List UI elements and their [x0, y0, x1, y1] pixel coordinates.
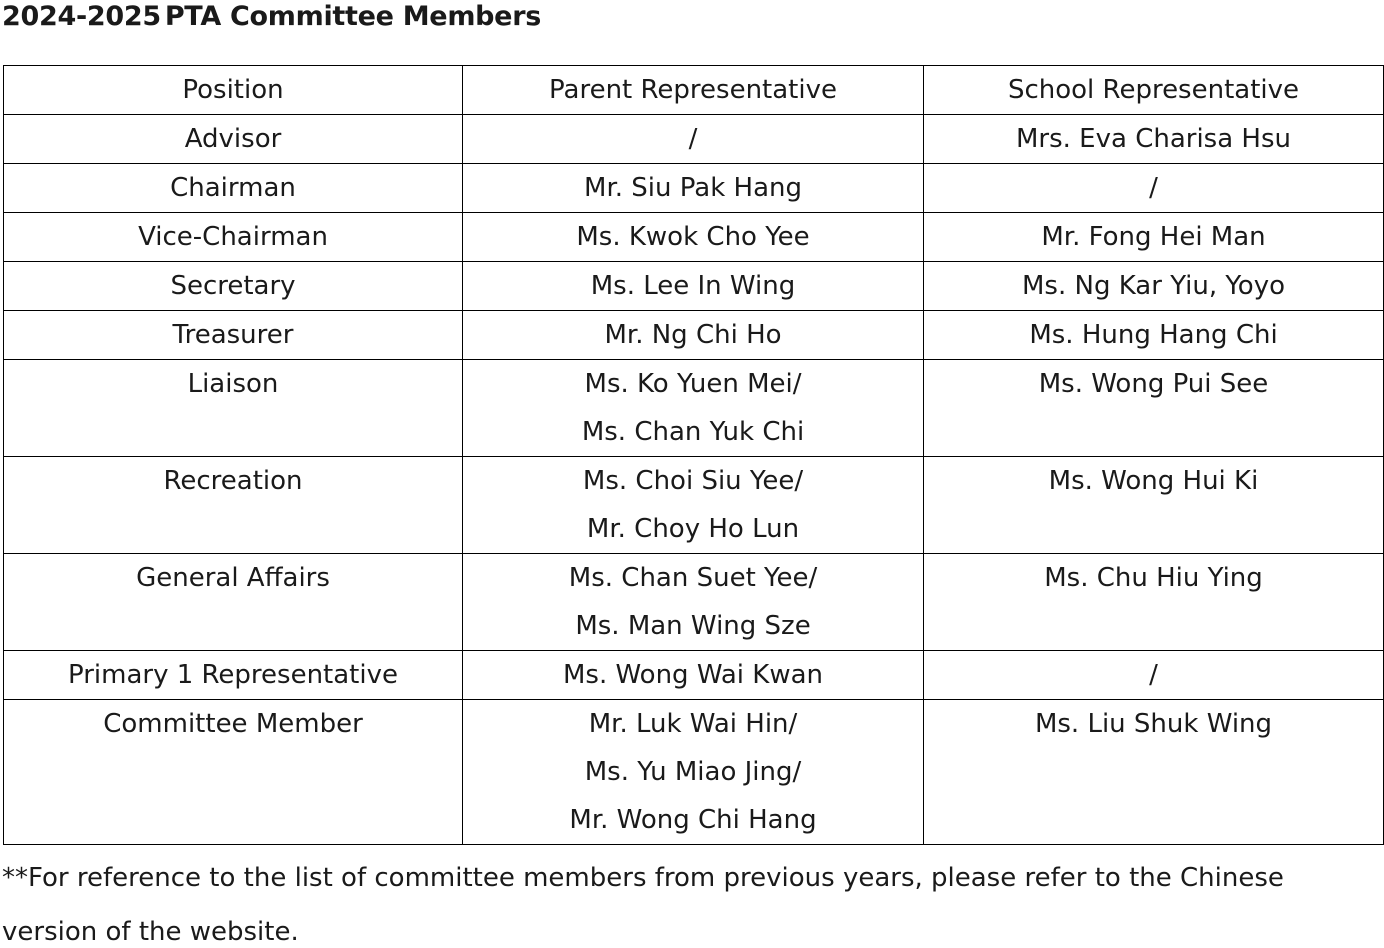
cell-school-representative [924, 651, 1384, 700]
cell-parent-representative [463, 700, 924, 845]
cell-parent-representative [463, 115, 924, 164]
table-row [4, 262, 1384, 311]
page-title [2, 0, 541, 34]
table-row [4, 115, 1384, 164]
table-body [4, 115, 1384, 845]
cell-position [4, 700, 463, 845]
parent-representative-name: / [688, 124, 698, 154]
cell-position [4, 457, 463, 554]
school-representative-name: Ms. Wong Pui See [1038, 369, 1269, 399]
parent-representative-name: Ms. Chan Suet Yee/ [568, 563, 818, 593]
parent-representative-name: Ms. Man Wing Sze [575, 611, 811, 641]
school-representative-name: / [1149, 173, 1158, 203]
position-label: Committee Member [103, 709, 363, 739]
parent-representative-name: Mr. Siu Pak Hang [584, 173, 802, 203]
parent-representative-name: Ms. Kwok Cho Yee [576, 222, 810, 252]
footnote: **For reference to the list of committee members from previous years, please refer to the Chinese version of the website. [2, 863, 1284, 947]
cell-school-representative [924, 164, 1384, 213]
position-label: Secretary [170, 271, 296, 301]
school-representative-name: Ms. Ng Kar Yiu, Yoyo [1021, 271, 1286, 301]
cell-parent-representative [463, 457, 924, 554]
position-label: Treasurer [172, 320, 294, 350]
title-text: PTA Committee Members [164, 1, 541, 32]
cell-parent-representative [463, 213, 924, 262]
table-row [4, 360, 1384, 457]
school-representative-name: Mrs. Eva Charisa Hsu [1015, 124, 1291, 154]
cell-position [4, 651, 463, 700]
school-representative-name: Ms. Hung Hang Chi [1029, 320, 1278, 350]
cell-school-representative [924, 457, 1384, 554]
cell-school-representative [924, 213, 1384, 262]
cell-position [4, 115, 463, 164]
parent-representative-name: Ms. Ko Yuen Mei/ [584, 369, 802, 399]
position-label: Vice-Chairman [138, 222, 328, 252]
cell-school-representative [924, 554, 1384, 651]
school-representative-name: Mr. Fong Hei Man [1041, 222, 1266, 252]
cell-school-representative [924, 262, 1384, 311]
school-representative-name: Ms. Chu Hiu Ying [1044, 563, 1263, 593]
position-label: Primary 1 Representative [67, 660, 398, 690]
title-year: 2024-2025 [2, 1, 161, 32]
position-label: Chairman [170, 173, 296, 203]
parent-representative-name: Ms. Wong Wai Kwan [562, 660, 824, 690]
parent-representative-name: Mr. Luk Wai Hin/ [588, 709, 798, 739]
cell-parent-representative [463, 311, 924, 360]
cell-school-representative [924, 115, 1384, 164]
parent-representative-name: Ms. Chan Yuk Chi [581, 417, 805, 447]
cell-position [4, 262, 463, 311]
parent-representative-name: Ms. Yu Miao Jing/ [584, 757, 802, 787]
header-school-representative: School Representative [924, 66, 1384, 115]
cell-position [4, 360, 463, 457]
cell-position [4, 164, 463, 213]
cell-parent-representative [463, 262, 924, 311]
school-representative-name: Ms. Wong Hui Ki [1048, 466, 1259, 496]
parent-representative-name: Ms. Choi Siu Yee/ [582, 466, 804, 496]
school-representative-name: / [1149, 660, 1158, 690]
position-label: Recreation [163, 466, 303, 496]
table-row [4, 457, 1384, 554]
table-row [4, 651, 1384, 700]
cell-parent-representative [463, 164, 924, 213]
parent-representative-name: Mr. Wong Chi Hang [569, 805, 817, 835]
table-row [4, 311, 1384, 360]
position-label: General Affairs [136, 563, 330, 593]
school-representative-name: Ms. Liu Shuk Wing [1034, 709, 1273, 739]
table-row [4, 700, 1384, 845]
position-label: Liaison [187, 369, 279, 399]
parent-representative-name: Mr. Choy Ho Lun [586, 514, 800, 544]
table-header-row [4, 66, 1384, 115]
cell-school-representative [924, 360, 1384, 457]
cell-position [4, 213, 463, 262]
table-row [4, 554, 1384, 651]
position-label: Advisor [184, 124, 282, 154]
parent-representative-name: Ms. Lee In Wing [590, 271, 796, 301]
cell-school-representative [924, 700, 1384, 845]
header-parent-representative: Parent Representative [463, 66, 924, 115]
cell-position [4, 311, 463, 360]
cell-school-representative [924, 311, 1384, 360]
cell-parent-representative [463, 651, 924, 700]
cell-position [4, 554, 463, 651]
table-row [4, 213, 1384, 262]
cell-parent-representative [463, 554, 924, 651]
parent-representative-name: Mr. Ng Chi Ho [604, 320, 782, 350]
header-position: Position [4, 66, 463, 115]
cell-parent-representative [463, 360, 924, 457]
committee-table [3, 65, 1384, 845]
table-row [4, 164, 1384, 213]
